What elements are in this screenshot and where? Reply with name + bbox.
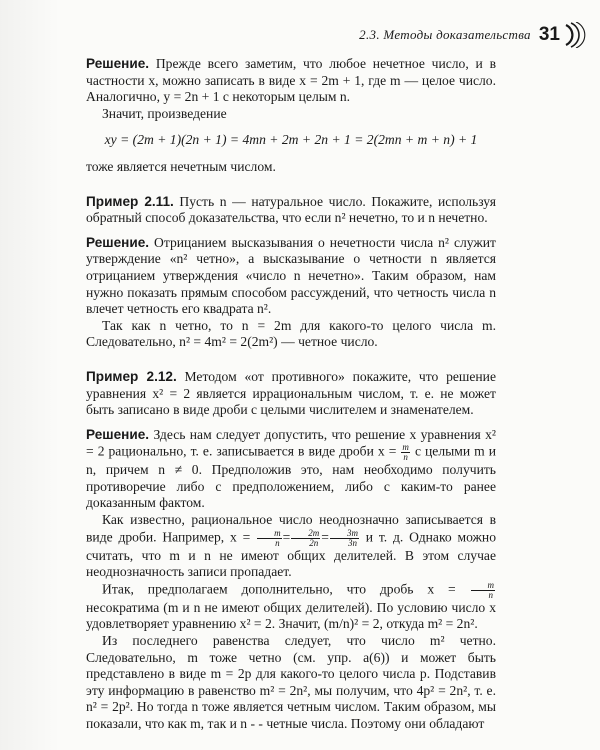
paragraph: Как известно, рациональное число неоднозначно записывается в виде дроби. Например, x = $\frac{m}{n}$ = $\frac{2m}{2n}$ = $\frac{3m}{3n}$ и т. д. Однако можно считать, что m и n не имеют общих делителей. В этом случае неоднозначность записи пропадает.	[86, 512, 496, 580]
fraction-denominator: n	[488, 589, 493, 600]
paragraph-text: Отрицанием высказывания о нечетности числа n² служит утверждение «n² четно», а высказывание о четности n является отрицанием утверждения «число n нечетно». Таким образом, нам нужно показать прямым способом рассуждений, что четность числа n влечет четность его квадрата n².	[86, 234, 496, 317]
display-equation: xy = (2m + 1)(2n + 1) = 4mn + 2m + 2n + 1 = 2(2mn + m + n) + 1	[104, 132, 478, 148]
solution-paragraph	[86, 427, 496, 512]
paragraph	[86, 581, 496, 633]
paragraph-text: Здесь нам следует допустить, что решение x уравнения x² = 2 рационально, т. е. записывается в виде дроби x =	[86, 426, 496, 459]
fraction-denominator: 2n	[309, 537, 319, 548]
running-title: 2.3. Методы доказательства	[359, 26, 531, 42]
page-edge-shadow	[0, 0, 60, 750]
fraction-numerator: 2m	[291, 529, 320, 539]
paragraph	[86, 106, 496, 123]
example-2-11	[86, 194, 496, 227]
solution-paragraph	[86, 56, 496, 106]
fraction	[330, 529, 359, 548]
paragraph-text: Прежде всего заметим, что любое нечетное число, и в частности x, можно записать в виде x = 2m + 1, где m — целое число. Аналогично, y = 2n + 1 с некоторым целым n.	[86, 56, 496, 105]
paragraph-text: и т. д. Однако можно считать, что m и n не имеют общих делителей. В этом случае неоднозначность записи пропадает.	[86, 529, 496, 580]
example-2-12	[86, 369, 496, 419]
fraction-numerator: m	[257, 529, 282, 539]
fraction-denominator: 3n	[347, 537, 357, 548]
page-body	[86, 56, 496, 733]
paragraph	[86, 318, 496, 351]
paragraph-text: Значит, произведение	[102, 105, 227, 121]
fraction	[291, 529, 320, 548]
paragraph-text: несократима (m и n не имеют общих делителей). По условию число x удовлетворяет уравнению x² = 2. Значит, (m/n)² = 2, откуда m² = 2n².	[86, 599, 496, 632]
page-number: 31	[538, 23, 560, 45]
fraction-numerator: m	[471, 581, 496, 591]
example-lead: Пример 2.12.	[86, 368, 177, 384]
solution-lead: Решение.	[86, 426, 150, 442]
solution-paragraph	[86, 235, 496, 318]
fraction-denominator: n	[403, 452, 408, 463]
fraction-numerator: m	[402, 442, 409, 453]
example-lead: Пример 2.11.	[86, 193, 174, 209]
paragraph-text: Из последнего равенства следует, что число m² четно. Следовательно, m тоже четно (см. упр. а(6)) и может быть представлено в виде m = 2p для какого-то целого числа p. Подставив эту информацию в равенство m² = 2n², мы получим, что 4p² = 2n², т. е. n² = 2p². Но тогда n тоже является четным числом. Таким образом, мы показали, что как m, так и n - - четные числа. Поэтому они обладают	[86, 633, 496, 731]
fraction	[401, 443, 410, 462]
paragraph-text: Итак, предполагаем дополнительно, что дробь x =	[102, 581, 456, 597]
paragraph-text: с целыми m и n, причем n ≠ 0. Предположив это, нам необходимо получить противоречие либо с предположением, либо с каким-то ранее доказанным фактом.	[86, 443, 497, 511]
fraction-numerator: 3m	[330, 529, 359, 539]
solution-lead: Решение.	[86, 56, 150, 71]
fraction	[257, 529, 282, 548]
paragraph-text: Как известно, рациональное число неоднозначно записывается в виде дроби. Например, x =	[86, 512, 496, 545]
paragraph-text: тоже является нечетным числом.	[86, 158, 276, 174]
solution-lead: Решение.	[86, 234, 150, 250]
paragraph-text: Методом «от противного» покажите, что решение уравнения x² = 2 является иррациональным числом, т. е. не может быть записано в виде дроби с целыми числителем и знаменателем.	[86, 368, 496, 418]
fraction	[471, 581, 496, 600]
paragraph	[86, 633, 496, 733]
paragraph	[86, 159, 496, 176]
page-header	[330, 20, 588, 50]
paragraph-text: Пусть n — натуральное число. Покажите, используя обратный способ доказательства, что если n² нечетно, то и n нечетно.	[86, 193, 496, 226]
fraction-denominator: n	[275, 537, 280, 548]
arcs-icon	[562, 22, 588, 48]
paragraph-text: Так как n четно, то n = 2m для какого-то целого числа m. Следовательно, n² = 4m² = 2(2m²) — четное число.	[86, 317, 496, 350]
